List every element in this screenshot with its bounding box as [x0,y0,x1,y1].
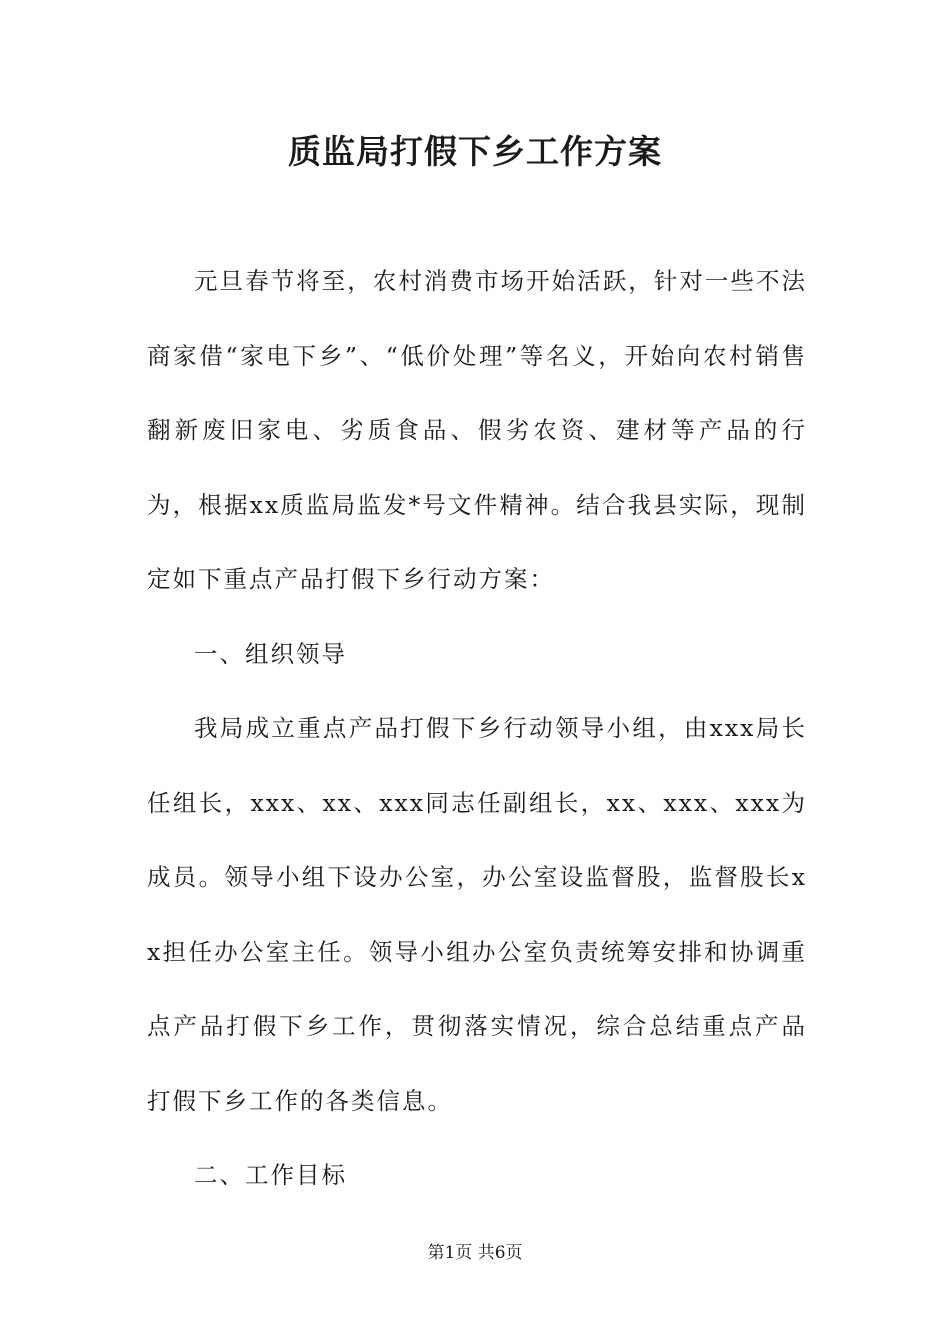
section-heading-organization: 一、组织领导 [194,639,347,668]
document-title: 质监局打假下乡工作方案 [288,132,662,171]
page-number-footer: 第1页 共6页 [427,1243,523,1263]
organization-paragraph: 我局成立重点产品打假下乡行动领导小组，由xxx局长任组长，xxx、xx、xxx同志任副组长，xx、xxx、xxx为成员。领导小组下设办公室，办公室设监督股，监督股长xx担任办公室主任。领导小组办公室负责统筹安排和协调重点产品打假下乡工作，贯彻落实情况，综合总结重点产品打假下乡工作的各类信息。 [147,714,807,1115]
section-heading-goals: 二、工作目标 [194,1161,347,1189]
document-body [147,244,807,1213]
intro-paragraph: 元旦春节将至，农村消费市场开始活跃，针对一些不法商家借“家电下乡”、“低价处理”等名义，开始向农村销售翻新废旧家电、劣质食品、假劣农资、建材等产品的行为，根据xx质监局监发*号文件精神。结合我县实际，现制定如下重点产品打假下乡行动方案： [147,267,807,593]
